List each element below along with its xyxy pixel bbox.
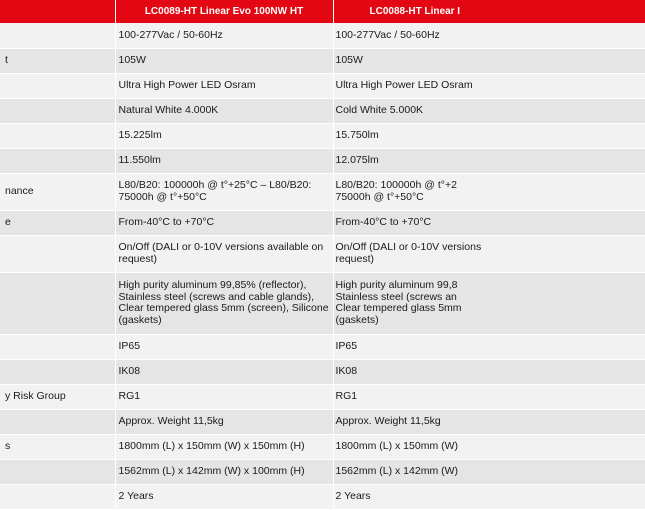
value-line: From-40°C to +70°C	[118, 215, 215, 228]
value-line: IP65	[335, 339, 358, 352]
value-line: 1562mm (L) x 142mm (W)	[335, 464, 459, 477]
value-product-a	[115, 484, 333, 509]
row-label	[0, 484, 115, 509]
row-label: t	[0, 48, 115, 73]
value-line: RG1	[335, 389, 358, 402]
value-line: L80/B20: 100000h @ t°+25°C – L80/B20:	[118, 179, 312, 191]
table-row	[0, 123, 645, 148]
row-label	[0, 235, 115, 272]
value-product-b	[333, 235, 645, 272]
table-row	[0, 359, 645, 384]
value-line: IP65	[118, 339, 141, 352]
table-row	[0, 409, 645, 434]
value-product-a	[115, 235, 333, 272]
table-row	[0, 334, 645, 359]
value-product-b	[333, 459, 645, 484]
value-line: Approx. Weight 11,5kg	[335, 414, 441, 427]
value-line: 105W	[118, 53, 146, 66]
value-product-b	[333, 384, 645, 409]
value-product-a	[115, 48, 333, 73]
table-row	[0, 459, 645, 484]
value-product-b	[333, 23, 645, 48]
value-product-b	[333, 73, 645, 98]
value-line: High purity aluminum 99,85% (reflector),	[118, 279, 307, 291]
value-line: 15.225lm	[118, 128, 162, 141]
value-line: 105W	[335, 53, 363, 66]
value-line: 12.075lm	[335, 153, 379, 166]
value-product-a	[115, 73, 333, 98]
value-product-a	[115, 384, 333, 409]
value-product-b	[333, 210, 645, 235]
row-label	[0, 359, 115, 384]
table-row	[0, 98, 645, 123]
value-product-a	[115, 459, 333, 484]
value-product-b	[333, 123, 645, 148]
row-label: y Risk Group	[0, 384, 115, 409]
header-product-a: LC0089-HT Linear Evo 100NW HT	[115, 0, 333, 23]
value-product-b	[333, 359, 645, 384]
value-line: Stainless steel (screws and cable glands),	[118, 290, 315, 303]
table-row	[0, 434, 645, 459]
value-line: Natural White 4.000K	[118, 103, 219, 116]
value-product-a	[115, 409, 333, 434]
value-product-a	[115, 272, 333, 334]
table-row	[0, 210, 645, 235]
value-product-b	[333, 434, 645, 459]
table-row	[0, 235, 645, 272]
value-line: 2 Years	[335, 489, 371, 502]
header-label	[0, 0, 115, 23]
value-product-a	[115, 98, 333, 123]
value-line: 11.550lm	[118, 153, 161, 166]
value-line: From-40°C to +70°C	[335, 215, 432, 228]
row-label: nance	[0, 173, 115, 210]
table-row	[0, 73, 645, 98]
value-line: High purity aluminum 99,8	[335, 279, 458, 291]
table-row	[0, 48, 645, 73]
value-product-a	[115, 334, 333, 359]
value-line: 100-277Vac / 50-60Hz	[118, 28, 223, 41]
header-row	[0, 0, 645, 23]
row-label	[0, 459, 115, 484]
value-line: RG1	[118, 389, 141, 402]
value-line: 15.750lm	[335, 128, 379, 141]
value-line: Clear tempered glass 5mm (screen), Silicone	[118, 302, 329, 314]
value-product-a	[115, 123, 333, 148]
value-line: Cold White 5.000K	[335, 103, 424, 116]
value-product-b	[333, 272, 645, 334]
value-line: 75000h @ t°+50°C	[335, 190, 424, 203]
table-row	[0, 148, 645, 173]
value-product-b	[333, 409, 645, 434]
value-line: Approx. Weight 11,5kg	[118, 414, 224, 427]
value-product-b	[333, 148, 645, 173]
value-product-a	[115, 210, 333, 235]
value-line: IK08	[335, 364, 358, 377]
value-line: 1800mm (L) x 150mm (W)	[335, 439, 459, 452]
row-label	[0, 334, 115, 359]
table-row	[0, 173, 645, 210]
value-product-a	[115, 359, 333, 384]
value-line: 75000h @ t°+50°C	[118, 190, 207, 203]
value-product-b	[333, 173, 645, 210]
value-line: 1800mm (L) x 150mm (W) x 150mm (H)	[118, 439, 305, 452]
value-line: On/Off (DALI or 0-10V versions available on	[118, 241, 324, 253]
value-line: IK08	[118, 364, 141, 377]
value-line: Clear tempered glass 5mm	[335, 302, 462, 314]
value-line: On/Off (DALI or 0-10V versions	[335, 241, 482, 253]
table-row	[0, 272, 645, 334]
value-line: (gaskets)	[335, 313, 379, 326]
value-product-b	[333, 334, 645, 359]
value-line: Ultra High Power LED Osram	[118, 78, 256, 91]
table-row	[0, 384, 645, 409]
row-label	[0, 23, 115, 48]
value-line: 1562mm (L) x 142mm (W) x 100mm (H)	[118, 464, 305, 477]
value-product-a	[115, 173, 333, 210]
row-label	[0, 98, 115, 123]
value-product-b	[333, 484, 645, 509]
row-label	[0, 272, 115, 334]
value-line: 2 Years	[118, 489, 154, 502]
value-product-a	[115, 148, 333, 173]
value-line: (gaskets)	[118, 313, 162, 326]
spec-body	[0, 23, 645, 509]
value-line: Ultra High Power LED Osram	[335, 78, 473, 91]
row-label	[0, 148, 115, 173]
row-label	[0, 123, 115, 148]
row-label	[0, 73, 115, 98]
header-product-b: LC0088-HT Linear I	[333, 0, 645, 23]
table-row	[0, 484, 645, 509]
value-line: 100-277Vac / 50-60Hz	[335, 28, 440, 41]
row-label: s	[0, 434, 115, 459]
value-product-b	[333, 48, 645, 73]
value-product-a	[115, 434, 333, 459]
row-label: e	[0, 210, 115, 235]
value-line: request)	[118, 252, 158, 265]
value-line: Stainless steel (screws an	[335, 290, 457, 303]
row-label	[0, 409, 115, 434]
value-product-b	[333, 98, 645, 123]
table-row	[0, 23, 645, 48]
value-product-a	[115, 23, 333, 48]
value-line: L80/B20: 100000h @ t°+2	[335, 179, 457, 191]
value-line: request)	[335, 252, 375, 265]
